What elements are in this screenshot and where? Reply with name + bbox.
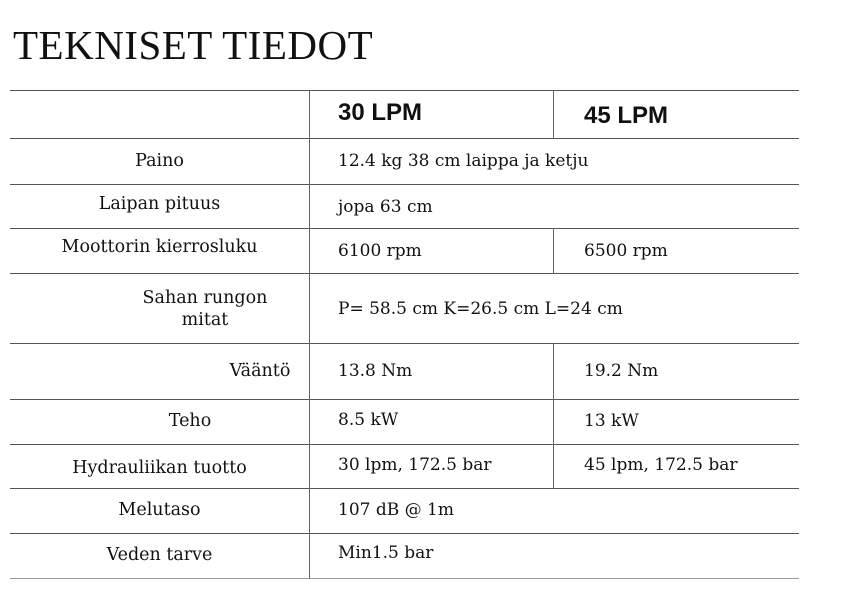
column-divider-model [553,90,554,139]
row-value-45-lpm: 19.2 Nm [584,361,659,381]
row-value-30-lpm: 8.5 kW [338,410,399,430]
row-label-teho: Teho [168,411,212,431]
row-value-30-lpm: 30 lpm, 172.5 bar [338,455,492,475]
row-value-45-lpm: 13 kW [584,411,639,431]
column-divider-model [553,228,554,274]
page-title: TEKNISET TIEDOT [13,22,374,68]
row-value-30-lpm: 13.8 Nm [338,361,413,381]
row-label-veden-tarve: Veden tarve [106,545,213,565]
row-value-45-lpm: 45 lpm, 172.5 bar [584,455,738,475]
spec-table [10,90,799,579]
row-label-laipan-pituus: Laipan pituus [98,194,221,214]
row-label-sahan-rungon-mitat: Sahan rungon mitat [142,288,268,330]
row-value-sahan-rungon-mitat: P= 58.5 cm K=26.5 cm L=24 cm [338,298,623,319]
row-label-moottorin-kierrosluku: Moottorin kierrosluku [61,237,258,257]
row-value-laipan-pituus: jopa 63 cm [338,196,433,217]
row-value-melutaso: 107 dB @ 1m [338,499,454,520]
row-label-vaanto: Vääntö [229,361,291,381]
row-value-30-lpm: 6100 rpm [338,241,422,261]
column-header-30-lpm: 30 LPM [338,98,423,126]
row-value-paino: 12.4 kg 38 cm laippa ja ketju [338,150,589,171]
column-divider-label [309,90,310,579]
column-divider-model [553,343,554,489]
row-value-45-lpm: 6500 rpm [584,241,668,261]
row-label-melutaso: Melutaso [118,500,201,520]
row-label-paino: Paino [135,150,184,171]
column-header-45-lpm: 45 LPM [584,102,669,129]
row-value-veden-tarve: Min1.5 bar [338,543,434,563]
row-label-hydrauliikan-tuotto: Hydrauliikan tuotto [72,458,247,478]
table-rule-bottom [10,578,799,579]
